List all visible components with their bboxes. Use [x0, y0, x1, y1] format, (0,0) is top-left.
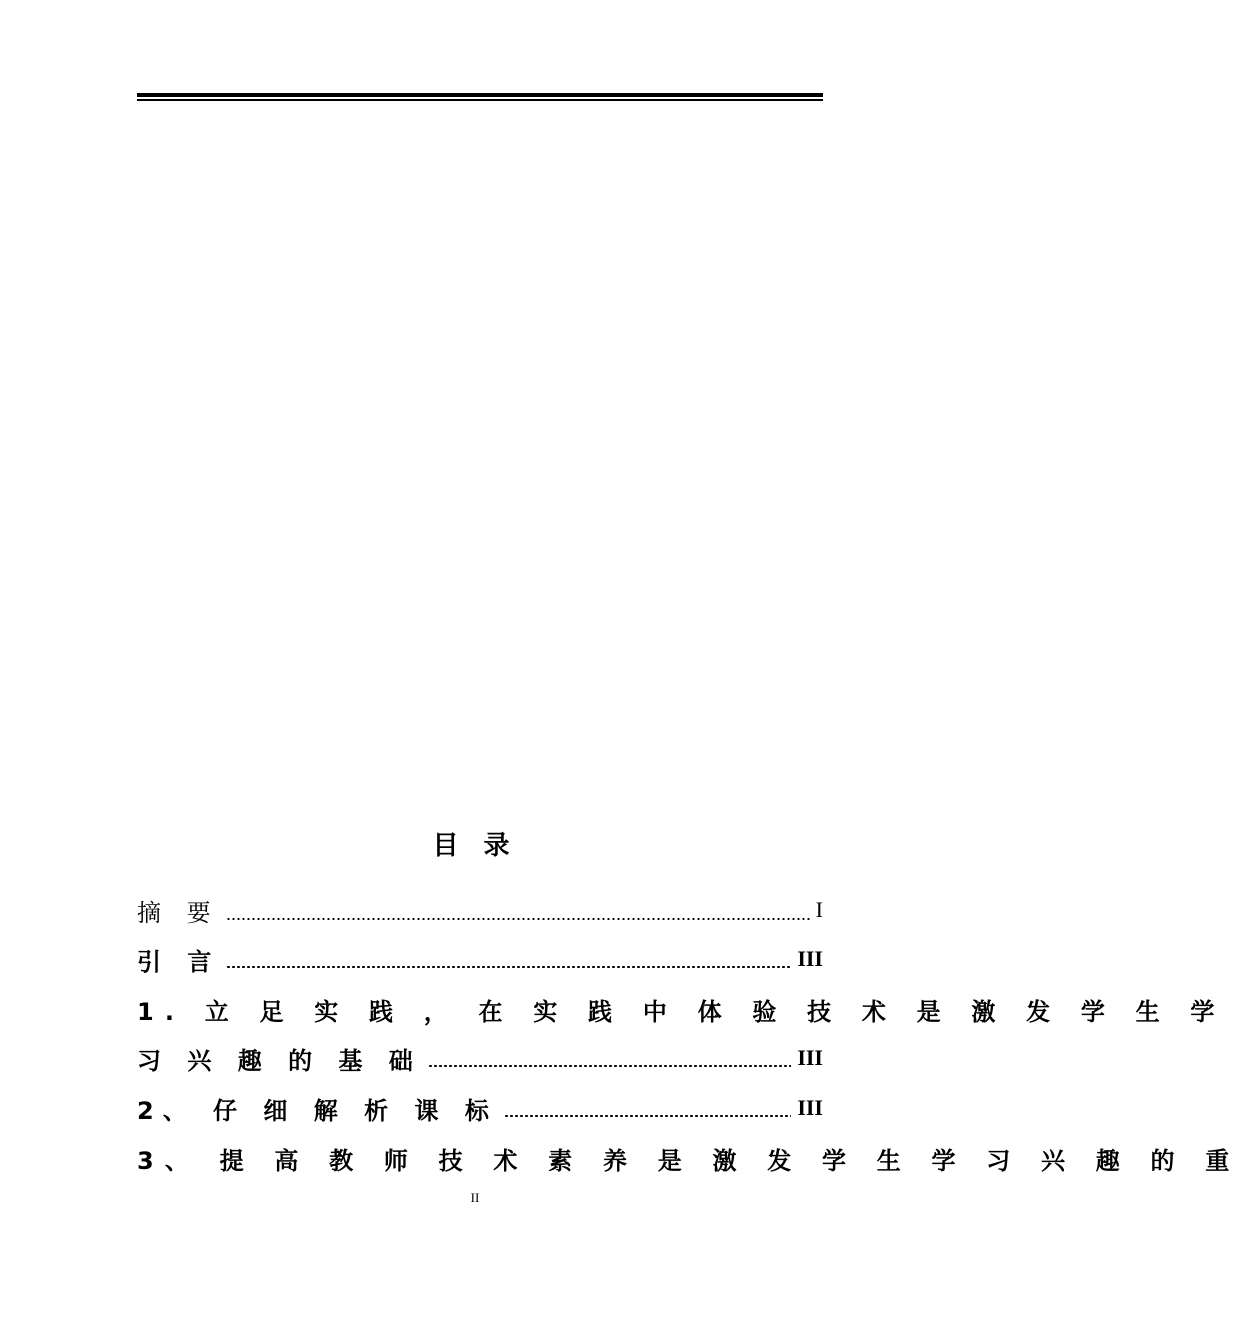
toc-entry-section-1-line-1[interactable] — [137, 984, 1226, 1034]
toc-entry-abstract[interactable] — [137, 885, 823, 935]
toc-leader-dots — [226, 898, 810, 922]
toc-entry-section-1-line-2[interactable] — [137, 1033, 823, 1083]
toc-leader-dots — [504, 1096, 791, 1120]
header-rule-thick — [137, 93, 823, 97]
toc-entry-text: 2、 仔 细 解 析 课 标 — [137, 1096, 498, 1125]
toc-entry-text: 1. 立 足 实 践 ， 在 实 践 中 体 验 技 术 是 激 发 学 生 学 — [137, 997, 1226, 1026]
toc-entry-page: I — [815, 897, 823, 922]
toc-title: 目 录 — [432, 831, 518, 861]
header-rule-thin — [137, 99, 823, 101]
toc-entry-section-3-line-1[interactable] — [137, 1133, 1240, 1183]
toc-entry-page: III — [797, 946, 823, 971]
toc-entry-introduction[interactable] — [137, 934, 823, 984]
toc-entry-text: 引 言 — [137, 947, 221, 976]
page-number: II — [470, 1190, 480, 1205]
toc-entry-text: 习 兴 趣 的 基 础 — [137, 1046, 422, 1075]
toc-entry-text: 3、 提 高 教 师 技 术 素 养 是 激 发 学 生 学 习 兴 趣 的 重 — [137, 1146, 1240, 1175]
toc-entry-text: 摘 要 — [137, 898, 220, 927]
toc-leader-dots — [428, 1046, 792, 1070]
toc-entry-section-2[interactable] — [137, 1083, 823, 1133]
toc-leader-dots — [226, 947, 791, 971]
toc-entry-page: III — [797, 1045, 823, 1070]
toc-entry-page: III — [797, 1095, 823, 1120]
